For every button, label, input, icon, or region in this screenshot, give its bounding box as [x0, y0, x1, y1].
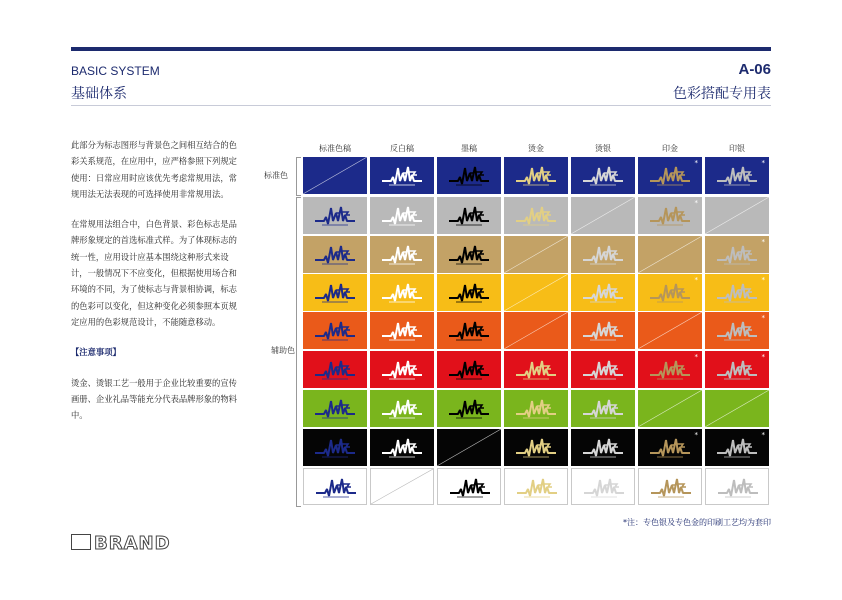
- swatch-cell: [571, 351, 635, 388]
- note-title: 【注意事项】: [71, 347, 121, 358]
- brand-wave-logo-icon: [716, 163, 758, 188]
- swatch-cell: [705, 468, 769, 505]
- section-en-title: BASIC SYSTEM: [71, 64, 160, 78]
- swatch-cell: [303, 274, 367, 311]
- brand-wave-logo-icon: [381, 357, 423, 382]
- not-allowed-slash: [504, 274, 568, 311]
- brand-wave-logo-icon: [582, 318, 624, 343]
- brand-wave-logo-icon: [515, 357, 557, 382]
- brand-wave-logo-icon: [448, 357, 490, 382]
- swatch-cell: [638, 157, 702, 194]
- swatch-cell: [303, 157, 367, 194]
- swatch-cell: [437, 312, 501, 349]
- column-header: 反白稿: [390, 144, 414, 153]
- swatch-cell: [705, 157, 769, 194]
- swatch-cell: [370, 429, 434, 466]
- brand-wave-logo-icon: [314, 242, 356, 267]
- label-auxiliary: 辅助色: [271, 346, 295, 355]
- brand-mark-icon: [71, 534, 91, 550]
- swatch-cell: [571, 312, 635, 349]
- brand-wave-logo-icon: [381, 318, 423, 343]
- not-allowed-slash: [303, 157, 367, 194]
- swatch-cell: [437, 236, 501, 273]
- swatch-cell: [437, 429, 501, 466]
- overprint-star: *: [761, 353, 765, 361]
- brand-wave-logo-icon: [649, 435, 691, 460]
- swatch-cell: [370, 236, 434, 273]
- swatch-cell: [370, 390, 434, 427]
- swatch-cell: [705, 390, 769, 427]
- brand-wave-logo-icon: [716, 242, 758, 267]
- swatch-cell: [571, 468, 635, 505]
- brand-wave-logo-icon: [716, 435, 758, 460]
- swatch-cell: [437, 390, 501, 427]
- brand-wave-logo-icon: [314, 318, 356, 343]
- not-allowed-slash: [638, 236, 702, 273]
- overprint-star: *: [761, 276, 765, 284]
- footnote: *注：专色银及专色金的印刷工艺均为套印: [623, 518, 771, 527]
- swatch-cell: [571, 236, 635, 273]
- brand-wave-logo-icon: [448, 242, 490, 267]
- brand-wave-logo-icon: [448, 280, 490, 305]
- brand-wave-logo-icon: [716, 318, 758, 343]
- not-allowed-slash: [504, 236, 568, 273]
- page-code: A-06: [738, 61, 771, 78]
- swatch-cell: [504, 390, 568, 427]
- column-header: 标准色稿: [319, 144, 351, 153]
- swatch-cell: [638, 351, 702, 388]
- overprint-star: *: [694, 159, 698, 167]
- swatch-cell: [504, 351, 568, 388]
- overprint-star: *: [761, 238, 765, 246]
- swatch-cell: [571, 197, 635, 234]
- brand-wave-logo-icon: [515, 163, 557, 188]
- not-allowed-slash: [504, 312, 568, 349]
- swatch-cell: [303, 197, 367, 234]
- swatch-cell: [370, 157, 434, 194]
- header-rule: [71, 47, 771, 51]
- swatch-cell: [571, 274, 635, 311]
- brand-wave-logo-icon: [314, 203, 356, 228]
- brand-wave-logo-icon: [314, 396, 356, 421]
- swatch-cell: [638, 312, 702, 349]
- swatch-cell: [638, 274, 702, 311]
- swatch-cell: [638, 390, 702, 427]
- brand-wave-logo-icon: [314, 357, 356, 382]
- section-cn-title: 基础体系: [71, 86, 127, 102]
- swatch-cell: [504, 197, 568, 234]
- column-header: 烫银: [595, 144, 611, 153]
- brand-logo: [71, 533, 171, 554]
- brand-wave-logo-icon: [582, 280, 624, 305]
- swatch-cell: [370, 468, 434, 505]
- swatch-cell: [705, 274, 769, 311]
- brand-wave-logo-icon: [381, 203, 423, 228]
- swatch-cell: [504, 312, 568, 349]
- swatch-cell: [303, 351, 367, 388]
- swatch-cell: [303, 468, 367, 505]
- page-title: 色彩搭配专用表: [673, 86, 771, 102]
- swatch-cell: [370, 312, 434, 349]
- not-allowed-slash: [705, 390, 769, 427]
- swatch-cell: [571, 429, 635, 466]
- brand-wave-logo-icon: [717, 475, 759, 500]
- swatch-cell: [303, 429, 367, 466]
- swatch-cell: [303, 390, 367, 427]
- brand-wave-logo-icon: [582, 163, 624, 188]
- brand-wave-logo-icon: [448, 318, 490, 343]
- header-divider: [71, 105, 771, 106]
- not-allowed-slash: [638, 390, 702, 427]
- column-header: 烫金: [528, 144, 544, 153]
- brand-wave-logo-icon: [649, 203, 691, 228]
- intro-paragraph-1: 此部分为标志图形与背景色之间相互结合的色彩关系规范，在应用中，应严格参照下列规定使用：日常应用时应该优先考虑常规用法，常规用法无法表现的可选择使用非常规用法。: [71, 140, 237, 199]
- column-header: 印银: [729, 144, 745, 153]
- brand-wave-logo-icon: [582, 435, 624, 460]
- swatch-cell: [504, 236, 568, 273]
- swatch-cell: [303, 236, 367, 273]
- brand-wave-logo-icon: [448, 163, 490, 188]
- overprint-star: *: [694, 199, 698, 207]
- brand-wave-logo-icon: [314, 435, 356, 460]
- swatch-cell: [370, 274, 434, 311]
- brand-wave-logo-icon: [315, 475, 357, 500]
- swatch-cell: [705, 236, 769, 273]
- overprint-star: *: [761, 314, 765, 322]
- brand-wave-logo-icon: [649, 280, 691, 305]
- swatch-cell: [437, 157, 501, 194]
- brand-wave-logo-icon: [381, 435, 423, 460]
- overprint-star: *: [761, 159, 765, 167]
- intro-text: [71, 137, 241, 437]
- overprint-star: *: [694, 276, 698, 284]
- not-allowed-slash: [705, 197, 769, 234]
- swatch-cell: [370, 351, 434, 388]
- note-body: 烫金、烫银工艺一般用于企业比较重要的宣传画册、企业礼品等能充分代表品牌形象的物料中。: [71, 377, 237, 421]
- overprint-star: *: [694, 353, 698, 361]
- swatch-cell: [571, 390, 635, 427]
- swatch-cell: [437, 274, 501, 311]
- not-allowed-slash: [571, 197, 635, 234]
- swatch-cell: [638, 429, 702, 466]
- not-allowed-slash: [371, 469, 433, 504]
- brand-wave-logo-icon: [448, 203, 490, 228]
- swatch-cell: [638, 236, 702, 273]
- brand-wave-logo-icon: [716, 280, 758, 305]
- brand-wave-logo-icon: [381, 163, 423, 188]
- column-header: 墨稿: [461, 144, 477, 153]
- swatch-cell: [437, 197, 501, 234]
- swatch-cell: [705, 312, 769, 349]
- label-standard: 标准色: [264, 171, 288, 180]
- swatch-cell: [437, 351, 501, 388]
- swatch-cell: [504, 468, 568, 505]
- brand-wave-logo-icon: [716, 357, 758, 382]
- column-header: 印金: [662, 144, 678, 153]
- swatch-cell: [504, 429, 568, 466]
- brand-wave-logo-icon: [650, 475, 692, 500]
- swatch-cell: [370, 197, 434, 234]
- brand-wave-logo-icon: [448, 396, 490, 421]
- not-allowed-slash: [437, 429, 501, 466]
- brand-wave-logo-icon: [649, 163, 691, 188]
- bracket-standard: [296, 157, 301, 196]
- brand-wave-logo-icon: [381, 396, 423, 421]
- brand-wave-logo-icon: [516, 475, 558, 500]
- brand-wave-logo-icon: [582, 242, 624, 267]
- swatch-cell: [437, 468, 501, 505]
- brand-wordmark: BRAND: [94, 533, 171, 554]
- overprint-star: *: [694, 431, 698, 439]
- brand-wave-logo-icon: [515, 396, 557, 421]
- swatch-cell: [705, 429, 769, 466]
- not-allowed-slash: [638, 312, 702, 349]
- brand-wave-logo-icon: [381, 280, 423, 305]
- swatch-cell: [705, 197, 769, 234]
- bracket-auxiliary: [296, 197, 301, 507]
- swatch-cell: [571, 157, 635, 194]
- brand-wave-logo-icon: [515, 203, 557, 228]
- brand-wave-logo-icon: [583, 475, 625, 500]
- intro-paragraph-2: 在常规用法组合中，白色背景、彩色标志是品牌形象规定的首选标准式样。为了体现标志的统一性，应用设计应基本围绕这种形式来设计，一般情况下不应变化，但根据使用场合和环境的不同，为了使标志与背景相协调，标志的色彩可以变化，但这种变化必须参照本页规定应用的色彩规范设计，不能随意移动。: [71, 219, 237, 327]
- brand-wave-logo-icon: [649, 357, 691, 382]
- brand-wave-logo-icon: [515, 435, 557, 460]
- brand-wave-logo-icon: [314, 280, 356, 305]
- overprint-star: *: [761, 431, 765, 439]
- swatch-cell: [504, 274, 568, 311]
- brand-wave-logo-icon: [582, 396, 624, 421]
- swatch-cell: [638, 197, 702, 234]
- brand-wave-logo-icon: [449, 475, 491, 500]
- swatch-cell: [705, 351, 769, 388]
- swatch-cell: [303, 312, 367, 349]
- brand-wave-logo-icon: [582, 357, 624, 382]
- swatch-cell: [504, 157, 568, 194]
- brand-wave-logo-icon: [381, 242, 423, 267]
- swatch-cell: [638, 468, 702, 505]
